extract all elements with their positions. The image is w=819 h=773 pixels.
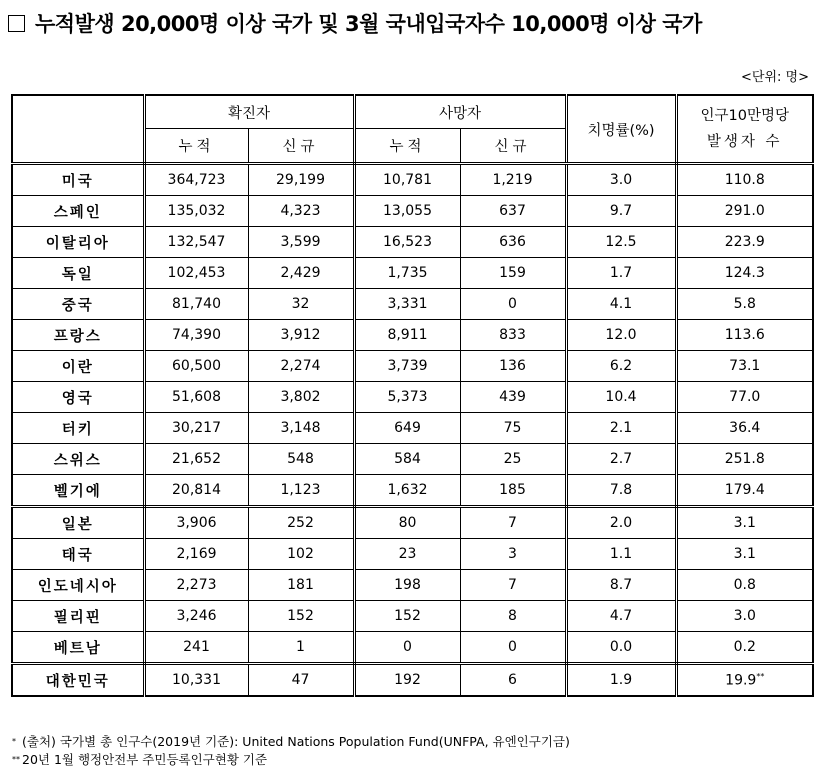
deaths-cumulative: 5,373	[354, 382, 460, 413]
table-row	[12, 258, 813, 289]
statistics-table	[11, 94, 814, 697]
confirmed-new: 152	[248, 601, 354, 632]
deaths-cumulative: 80	[354, 507, 460, 539]
per100k-header-line2: 발생자 수	[706, 134, 783, 150]
per100k-value: 291.0	[676, 196, 813, 227]
country-name: 스위스	[12, 444, 144, 475]
confirmed-new: 3,912	[248, 320, 354, 351]
deaths-cumulative: 198	[354, 570, 460, 601]
per100k-value: 0.2	[676, 632, 813, 664]
confirmed-cumulative: 30,217	[144, 413, 248, 444]
deaths-cumulative: 13,055	[354, 196, 460, 227]
fatality-rate: 6.2	[566, 351, 676, 382]
deaths-cumulative-header: 누적	[354, 129, 460, 164]
fatality-rate: 1.1	[566, 539, 676, 570]
confirmed-cumulative: 60,500	[144, 351, 248, 382]
fatality-rate: 4.7	[566, 601, 676, 632]
confirmed-new: 2,274	[248, 351, 354, 382]
corner-header	[12, 95, 144, 164]
country-name: 베트남	[12, 632, 144, 664]
per100k-value: 179.4	[676, 475, 813, 507]
fatality-rate: 12.5	[566, 227, 676, 258]
table-row	[12, 632, 813, 664]
confirmed-new: 1	[248, 632, 354, 664]
confirmed-cumulative: 81,740	[144, 289, 248, 320]
fatality-rate: 1.7	[566, 258, 676, 289]
fatality-rate: 2.0	[566, 507, 676, 539]
per100k-header	[676, 95, 813, 164]
confirmed-header: 확진자	[144, 95, 354, 129]
confirmed-new: 252	[248, 507, 354, 539]
table-row	[12, 664, 813, 697]
per100k-header-line1: 인구10만명당	[700, 108, 789, 124]
confirmed-new: 181	[248, 570, 354, 601]
deaths-new: 439	[460, 382, 566, 413]
deaths-new: 8	[460, 601, 566, 632]
table-row	[12, 570, 813, 601]
deaths-cumulative: 584	[354, 444, 460, 475]
title-text: 누적발생 20,000명 이상 국가 및 3월 국내입국자수 10,000명 이상 국가	[35, 12, 702, 36]
country-name: 이탈리아	[12, 227, 144, 258]
deaths-new: 75	[460, 413, 566, 444]
per100k-value: 3.0	[676, 601, 813, 632]
confirmed-new: 548	[248, 444, 354, 475]
deaths-new-header: 신규	[460, 129, 566, 164]
deaths-new: 3	[460, 539, 566, 570]
unit-note: <단위: 명>	[741, 70, 809, 85]
country-name: 영국	[12, 382, 144, 413]
page-title	[8, 8, 702, 38]
deaths-cumulative: 16,523	[354, 227, 460, 258]
deaths-new: 0	[460, 632, 566, 664]
confirmed-cumulative: 241	[144, 632, 248, 664]
table-row	[12, 444, 813, 475]
table-row	[12, 475, 813, 507]
confirmed-cumulative: 364,723	[144, 164, 248, 196]
country-name: 이란	[12, 351, 144, 382]
confirmed-new: 1,123	[248, 475, 354, 507]
table-row	[12, 351, 813, 382]
country-name: 태국	[12, 539, 144, 570]
table-row	[12, 227, 813, 258]
confirmed-new: 4,323	[248, 196, 354, 227]
deaths-new: 833	[460, 320, 566, 351]
country-name: 필리핀	[12, 601, 144, 632]
confirmed-new: 47	[248, 664, 354, 697]
fatality-rate: 8.7	[566, 570, 676, 601]
fatality-rate: 2.1	[566, 413, 676, 444]
deaths-new: 136	[460, 351, 566, 382]
deaths-cumulative: 152	[354, 601, 460, 632]
confirmed-cumulative: 10,331	[144, 664, 248, 697]
country-name: 벨기에	[12, 475, 144, 507]
confirmed-new: 2,429	[248, 258, 354, 289]
confirmed-cumulative: 2,273	[144, 570, 248, 601]
country-name: 독일	[12, 258, 144, 289]
confirmed-new: 3,802	[248, 382, 354, 413]
per100k-value: 223.9	[676, 227, 813, 258]
deaths-new: 185	[460, 475, 566, 507]
confirmed-cumulative: 102,453	[144, 258, 248, 289]
deaths-cumulative: 1,632	[354, 475, 460, 507]
fatality-rate-header: 치명률(%)	[566, 95, 676, 164]
deaths-cumulative: 8,911	[354, 320, 460, 351]
deaths-cumulative: 3,331	[354, 289, 460, 320]
footnotes	[12, 733, 570, 769]
per100k-value: 73.1	[676, 351, 813, 382]
confirmed-cumulative: 51,608	[144, 382, 248, 413]
per100k-value: 36.4	[676, 413, 813, 444]
checkbox-square-icon	[8, 15, 25, 32]
country-name: 대한민국	[12, 664, 144, 697]
per100k-value: 3.1	[676, 507, 813, 539]
country-name: 인도네시아	[12, 570, 144, 601]
footnote-1: * (출처) 국가별 총 인구수(2019년 기준): United Nations Population Fund(UNFPA, 유엔인구기금)	[12, 734, 570, 749]
deaths-new: 1,219	[460, 164, 566, 196]
confirmed-new: 29,199	[248, 164, 354, 196]
fatality-rate: 3.0	[566, 164, 676, 196]
confirmed-cumulative-header: 누적	[144, 129, 248, 164]
confirmed-cumulative: 74,390	[144, 320, 248, 351]
deaths-new: 159	[460, 258, 566, 289]
fatality-rate: 1.9	[566, 664, 676, 697]
table-row	[12, 289, 813, 320]
deaths-new: 636	[460, 227, 566, 258]
confirmed-cumulative: 3,906	[144, 507, 248, 539]
table-row	[12, 413, 813, 444]
country-name: 중국	[12, 289, 144, 320]
confirmed-cumulative: 132,547	[144, 227, 248, 258]
country-name: 일본	[12, 507, 144, 539]
confirmed-new: 102	[248, 539, 354, 570]
confirmed-cumulative: 21,652	[144, 444, 248, 475]
footnote-2: ** 20년 1월 행정안전부 주민등록인구현황 기준	[12, 752, 268, 767]
per100k-value: 19.9**	[676, 664, 813, 697]
table-row	[12, 507, 813, 539]
fatality-rate: 2.7	[566, 444, 676, 475]
confirmed-new: 3,148	[248, 413, 354, 444]
fatality-rate: 9.7	[566, 196, 676, 227]
fatality-rate: 12.0	[566, 320, 676, 351]
deaths-header: 사망자	[354, 95, 566, 129]
footnote-marker: **	[756, 671, 765, 681]
confirmed-cumulative: 20,814	[144, 475, 248, 507]
per100k-value: 251.8	[676, 444, 813, 475]
country-name: 프랑스	[12, 320, 144, 351]
deaths-cumulative: 192	[354, 664, 460, 697]
confirmed-new: 32	[248, 289, 354, 320]
fatality-rate: 4.1	[566, 289, 676, 320]
confirmed-new-header: 신규	[248, 129, 354, 164]
deaths-new: 0	[460, 289, 566, 320]
country-name: 미국	[12, 164, 144, 196]
table-row	[12, 164, 813, 196]
deaths-cumulative: 0	[354, 632, 460, 664]
table-row	[12, 196, 813, 227]
per100k-value: 110.8	[676, 164, 813, 196]
table-row	[12, 382, 813, 413]
deaths-cumulative: 10,781	[354, 164, 460, 196]
deaths-new: 25	[460, 444, 566, 475]
country-name: 스페인	[12, 196, 144, 227]
fatality-rate: 0.0	[566, 632, 676, 664]
confirmed-cumulative: 2,169	[144, 539, 248, 570]
country-name: 터키	[12, 413, 144, 444]
fatality-rate: 10.4	[566, 382, 676, 413]
deaths-cumulative: 23	[354, 539, 460, 570]
table-row	[12, 539, 813, 570]
per100k-value: 0.8	[676, 570, 813, 601]
deaths-new: 7	[460, 507, 566, 539]
table-row	[12, 320, 813, 351]
confirmed-cumulative: 135,032	[144, 196, 248, 227]
deaths-new: 637	[460, 196, 566, 227]
confirmed-new: 3,599	[248, 227, 354, 258]
per100k-value: 124.3	[676, 258, 813, 289]
deaths-new: 6	[460, 664, 566, 697]
confirmed-cumulative: 3,246	[144, 601, 248, 632]
per100k-value: 3.1	[676, 539, 813, 570]
deaths-cumulative: 1,735	[354, 258, 460, 289]
table-body	[12, 164, 813, 697]
table-row	[12, 601, 813, 632]
deaths-cumulative: 649	[354, 413, 460, 444]
per100k-value: 5.8	[676, 289, 813, 320]
per100k-value: 77.0	[676, 382, 813, 413]
deaths-new: 7	[460, 570, 566, 601]
fatality-rate: 7.8	[566, 475, 676, 507]
per100k-value: 113.6	[676, 320, 813, 351]
deaths-cumulative: 3,739	[354, 351, 460, 382]
